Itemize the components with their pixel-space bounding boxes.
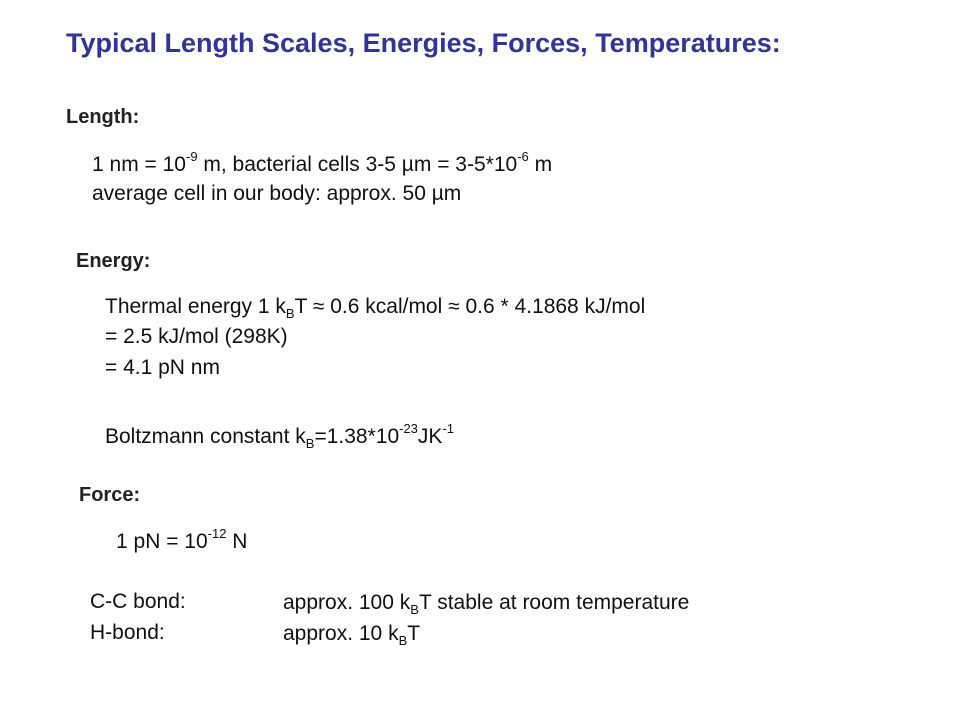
bond-value-h-sub: B <box>398 633 408 649</box>
bond-value-cc-b: T stable at room temperature <box>418 591 690 614</box>
energy-heading: Energy: <box>76 250 151 272</box>
length-line-1-b-sup: -6 <box>517 149 529 164</box>
bond-value-cc-a: approx. 100 k <box>283 591 411 614</box>
bond-value-h <box>283 621 421 649</box>
force-heading: Force: <box>79 484 141 506</box>
energy-line-2: = 2.5 kJ/mol (298K) <box>105 325 288 348</box>
boltzmann-c: JK <box>417 425 443 448</box>
length-heading: Length: <box>66 106 140 128</box>
boltzmann-a-sub: B <box>305 436 315 452</box>
boltzmann-a: Boltzmann constant k <box>105 425 306 448</box>
bond-label-cc: C-C bond: <box>90 590 186 613</box>
force-line-1 <box>116 526 248 554</box>
force-line-1-a: 1 pN = 10 <box>116 530 208 553</box>
bond-value-h-a: approx. 10 k <box>283 622 399 645</box>
boltzmann-b: =1.38*10 <box>314 425 400 448</box>
length-line-1-b: m, bacterial cells 3-5 µm = 3-5*10 <box>197 153 518 176</box>
length-line-2: average cell in our body: approx. 50 µm <box>92 182 462 205</box>
boltzmann-line <box>105 421 454 452</box>
length-line-1-c: m <box>528 153 553 176</box>
length-line-1 <box>92 149 553 177</box>
energy-line-1-a: Thermal energy 1 k <box>105 295 286 318</box>
bond-label-h: H-bond: <box>90 621 165 644</box>
bond-value-cc <box>283 590 690 618</box>
bond-value-h-b: T <box>407 622 421 645</box>
energy-line-1-b: T ≈ 0.6 kcal/mol ≈ 0.6 * 4.1868 kJ/mol <box>294 295 646 318</box>
energy-line-1-a-sub: B <box>285 306 295 322</box>
energy-line-3: = 4.1 pN nm <box>105 356 220 379</box>
length-line-1-a: 1 nm = 10 <box>92 153 186 176</box>
slide-title: Typical Length Scales, Energies, Forces, Temperatures: <box>66 28 781 58</box>
boltzmann-b-sup: -23 <box>399 421 418 436</box>
force-line-1-b: N <box>226 530 248 553</box>
boltzmann-c-sup: -1 <box>442 421 454 436</box>
force-line-1-a-sup: -12 <box>207 526 227 541</box>
bond-value-cc-sub: B <box>410 602 419 618</box>
energy-line-1 <box>105 294 646 322</box>
length-line-1-a-sup: -9 <box>185 149 198 164</box>
